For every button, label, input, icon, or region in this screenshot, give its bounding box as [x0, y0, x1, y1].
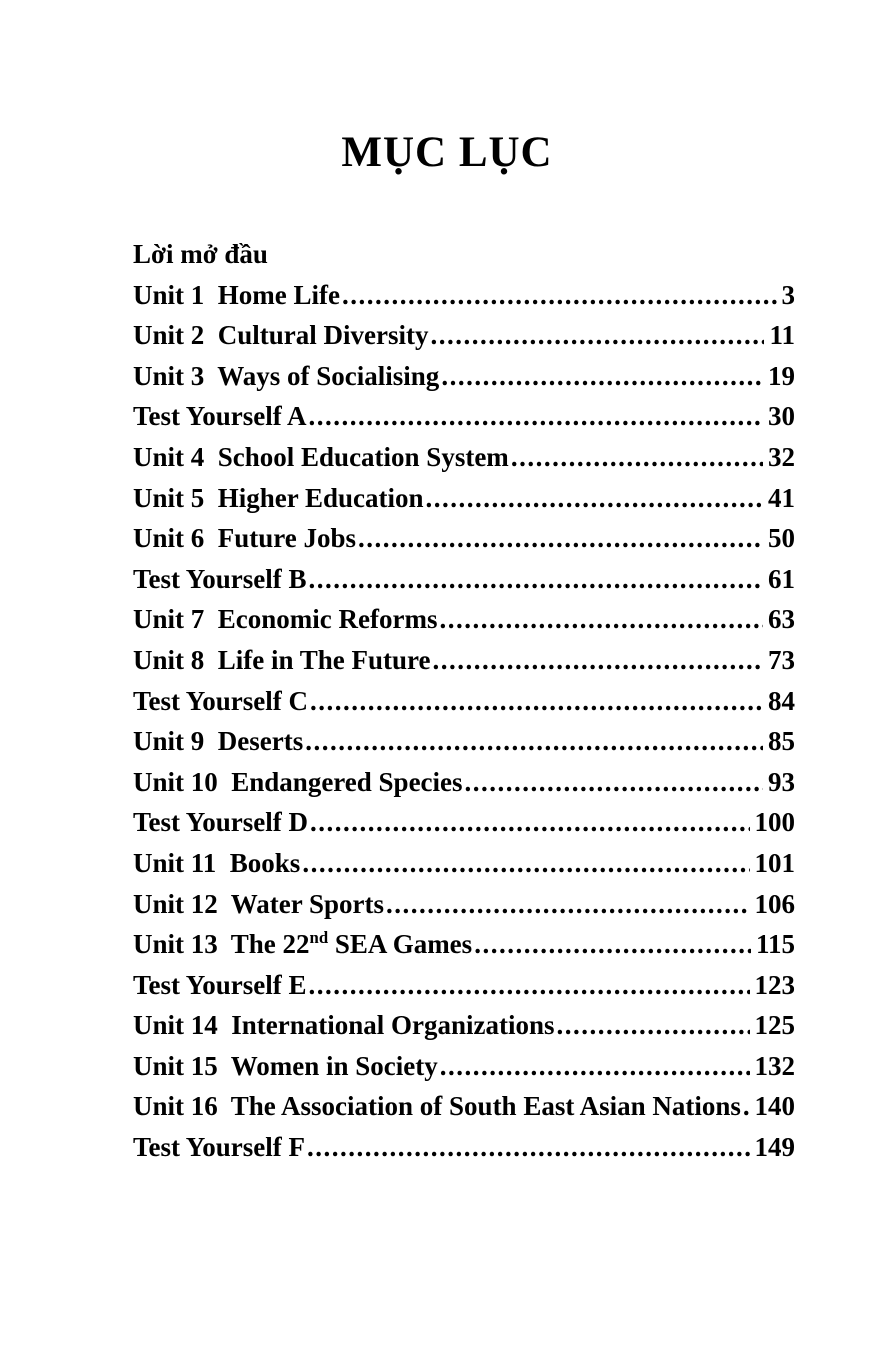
toc-entry: [133, 275, 795, 316]
toc-entry-label: Unit 12 Water Sports: [133, 888, 385, 919]
dot-leader: [474, 924, 751, 965]
toc-entry-page: 63: [768, 604, 795, 635]
toc-entry-page: 11: [769, 320, 795, 351]
toc-entry: [133, 884, 795, 925]
toc-entry-page: 32: [768, 441, 795, 472]
dot-leader: [302, 843, 749, 884]
toc-entry: [133, 1086, 795, 1127]
toc-entry-label: Unit 15 Women in Society: [133, 1050, 438, 1081]
dot-leader: [433, 640, 763, 681]
toc-entry-label: Unit 1 Home Life: [133, 279, 340, 310]
toc-entry-page: 106: [754, 888, 795, 919]
toc-entry: [133, 721, 795, 762]
toc-entry: [133, 640, 795, 681]
toc-entry-page: 30: [768, 401, 795, 432]
toc-entry-page: 101: [754, 847, 795, 878]
dot-leader: [465, 762, 763, 803]
dot-leader: [426, 478, 763, 519]
toc-entry-page: 61: [768, 563, 795, 594]
dot-leader: [440, 1046, 750, 1087]
toc-entry: [133, 802, 795, 843]
toc-preface: [133, 234, 795, 275]
dot-leader: [511, 437, 763, 478]
toc-entry-page: 93: [768, 766, 795, 797]
toc-entry-label: Unit 4 School Education System: [133, 441, 509, 472]
toc-entry: [133, 396, 795, 437]
toc-entry-label: Unit 14 International Organizations: [133, 1010, 555, 1041]
toc-entry-label: Unit 13 The 22nd SEA Games: [133, 928, 473, 960]
toc-entry-page: 100: [754, 807, 795, 838]
toc-entry-label: Unit 7 Economic Reforms: [133, 604, 438, 635]
toc-entry-page: 132: [754, 1050, 795, 1081]
dot-leader: [557, 1005, 750, 1046]
dot-leader: [310, 681, 763, 722]
toc-entry-page: 50: [768, 523, 795, 554]
toc-entry-label: Unit 10 Endangered Species: [133, 766, 463, 797]
toc-entry-page: 3: [781, 279, 795, 310]
toc-entry-label: Test Yourself A: [133, 401, 307, 432]
toc-entry-label: Unit 11 Books: [133, 847, 301, 878]
dot-leader: [430, 315, 764, 356]
ordinal-superscript: nd: [309, 928, 329, 948]
toc-entry-label: Unit 9 Deserts: [133, 726, 304, 757]
dot-leader: [342, 275, 777, 316]
page-title: MỤC LỤC: [341, 129, 553, 176]
toc-entry-page: 149: [754, 1132, 795, 1163]
toc-entry-label: Unit 8 Life in The Future: [133, 644, 431, 675]
toc-entry: [133, 843, 795, 884]
toc-entry-page: 19: [768, 360, 795, 391]
dot-leader: [309, 965, 750, 1006]
dot-leader: [439, 599, 763, 640]
toc-entry-label: Unit 3 Ways of Socialising: [133, 360, 440, 391]
toc-entry: [133, 965, 795, 1006]
toc-entry: [133, 762, 795, 803]
toc-entry-label: Test Yourself E: [133, 969, 307, 1000]
toc-entry-label: Test Yourself B: [133, 563, 307, 594]
toc-entry: [133, 437, 795, 478]
dot-leader: [743, 1086, 750, 1127]
toc-entry: [133, 478, 795, 519]
toc-entry: [133, 315, 795, 356]
toc-entry-page: 73: [768, 644, 795, 675]
toc-entry-page: 84: [768, 685, 795, 716]
dot-leader: [386, 884, 749, 925]
toc-entry-label: Unit 6 Future Jobs: [133, 523, 357, 554]
toc-entry: [133, 356, 795, 397]
toc-entry: [133, 1005, 795, 1046]
dot-leader: [358, 518, 763, 559]
toc-entry-page: 140: [754, 1091, 795, 1122]
toc-entry-label: Unit 16 The Association of South East Asian Nations: [133, 1091, 741, 1122]
toc-entry-label: Unit 5 Higher Education: [133, 482, 424, 513]
toc-entry: [133, 599, 795, 640]
toc-entry-page: 125: [754, 1010, 795, 1041]
dot-leader: [309, 559, 763, 600]
toc-entry: [133, 681, 795, 722]
toc-entry: [133, 518, 795, 559]
toc-entry-label: Test Yourself F: [133, 1132, 305, 1163]
toc-entry: [133, 924, 795, 965]
dot-leader: [310, 802, 750, 843]
toc-entry: [133, 1046, 795, 1087]
toc-preface-label: Lời mở đầu: [133, 239, 268, 269]
dot-leader: [305, 721, 763, 762]
toc-entry-label: Test Yourself D: [133, 807, 308, 838]
toc-entry-page: 123: [754, 969, 795, 1000]
dot-leader: [309, 396, 763, 437]
toc-entry-page: 115: [755, 929, 795, 960]
toc-entry-page: 85: [768, 726, 795, 757]
toc-entry: [133, 559, 795, 600]
toc-entry-label: Unit 2 Cultural Diversity: [133, 320, 429, 351]
dot-leader: [307, 1127, 750, 1168]
toc-entry-label: Test Yourself C: [133, 685, 308, 716]
toc-entry: [133, 1127, 795, 1168]
dot-leader: [441, 356, 763, 397]
toc-list: [0, 234, 894, 1168]
toc-entry-page: 41: [768, 482, 795, 513]
